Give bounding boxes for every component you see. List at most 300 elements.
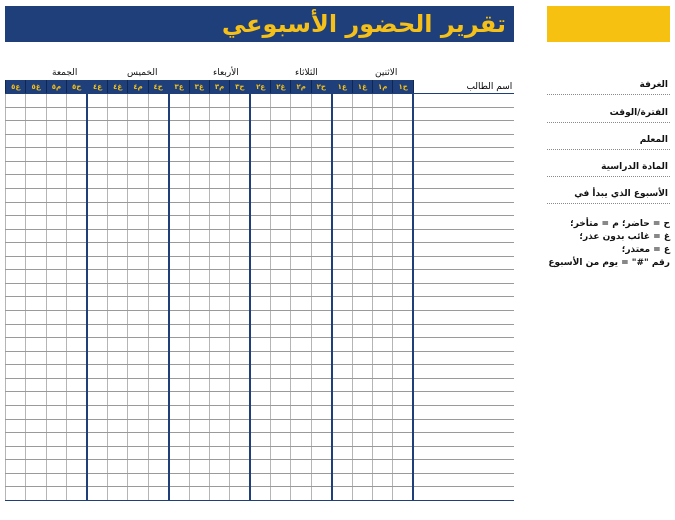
- attendance-cell[interactable]: [128, 270, 148, 284]
- attendance-cell[interactable]: [311, 107, 331, 121]
- attendance-cell[interactable]: [26, 283, 46, 297]
- attendance-cell[interactable]: [250, 229, 270, 243]
- attendance-cell[interactable]: [87, 311, 107, 325]
- attendance-cell[interactable]: [230, 405, 250, 419]
- attendance-cell[interactable]: [189, 216, 209, 230]
- attendance-cell[interactable]: [67, 283, 87, 297]
- attendance-cell[interactable]: [107, 216, 127, 230]
- attendance-cell[interactable]: [148, 229, 168, 243]
- attendance-cell[interactable]: [332, 351, 352, 365]
- attendance-cell[interactable]: [373, 433, 393, 447]
- attendance-cell[interactable]: [6, 175, 26, 189]
- attendance-cell[interactable]: [128, 283, 148, 297]
- attendance-cell[interactable]: [332, 283, 352, 297]
- attendance-cell[interactable]: [87, 134, 107, 148]
- attendance-cell[interactable]: [332, 202, 352, 216]
- attendance-cell[interactable]: [230, 433, 250, 447]
- attendance-cell[interactable]: [67, 446, 87, 460]
- attendance-cell[interactable]: [128, 216, 148, 230]
- attendance-cell[interactable]: [169, 351, 189, 365]
- attendance-cell[interactable]: [189, 419, 209, 433]
- attendance-cell[interactable]: [46, 338, 66, 352]
- attendance-cell[interactable]: [271, 134, 291, 148]
- attendance-cell[interactable]: [67, 324, 87, 338]
- attendance-cell[interactable]: [311, 229, 331, 243]
- attendance-cell[interactable]: [26, 161, 46, 175]
- attendance-cell[interactable]: [271, 270, 291, 284]
- attendance-cell[interactable]: [373, 270, 393, 284]
- attendance-cell[interactable]: [291, 121, 311, 135]
- attendance-cell[interactable]: [67, 433, 87, 447]
- attendance-cell[interactable]: [393, 473, 413, 487]
- attendance-cell[interactable]: [46, 243, 66, 257]
- attendance-cell[interactable]: [67, 107, 87, 121]
- attendance-cell[interactable]: [67, 392, 87, 406]
- attendance-cell[interactable]: [148, 419, 168, 433]
- attendance-cell[interactable]: [148, 487, 168, 501]
- attendance-cell[interactable]: [230, 256, 250, 270]
- attendance-cell[interactable]: [87, 365, 107, 379]
- attendance-cell[interactable]: [169, 405, 189, 419]
- attendance-cell[interactable]: [352, 487, 372, 501]
- attendance-cell[interactable]: [250, 378, 270, 392]
- attendance-cell[interactable]: [209, 338, 229, 352]
- attendance-cell[interactable]: [148, 446, 168, 460]
- attendance-cell[interactable]: [230, 202, 250, 216]
- attendance-cell[interactable]: [148, 405, 168, 419]
- attendance-cell[interactable]: [352, 433, 372, 447]
- attendance-cell[interactable]: [332, 446, 352, 460]
- attendance-cell[interactable]: [250, 134, 270, 148]
- attendance-cell[interactable]: [373, 175, 393, 189]
- attendance-cell[interactable]: [67, 365, 87, 379]
- attendance-cell[interactable]: [291, 161, 311, 175]
- attendance-cell[interactable]: [352, 216, 372, 230]
- attendance-cell[interactable]: [393, 378, 413, 392]
- attendance-cell[interactable]: [189, 243, 209, 257]
- attendance-cell[interactable]: [26, 121, 46, 135]
- attendance-cell[interactable]: [250, 433, 270, 447]
- attendance-cell[interactable]: [393, 94, 413, 108]
- attendance-cell[interactable]: [107, 297, 127, 311]
- attendance-cell[interactable]: [189, 270, 209, 284]
- attendance-cell[interactable]: [332, 365, 352, 379]
- attendance-cell[interactable]: [250, 419, 270, 433]
- attendance-cell[interactable]: [373, 256, 393, 270]
- attendance-cell[interactable]: [352, 175, 372, 189]
- attendance-cell[interactable]: [46, 148, 66, 162]
- student-name-cell[interactable]: [413, 94, 514, 108]
- student-name-cell[interactable]: [413, 175, 514, 189]
- attendance-cell[interactable]: [107, 256, 127, 270]
- attendance-cell[interactable]: [46, 202, 66, 216]
- attendance-cell[interactable]: [209, 270, 229, 284]
- attendance-cell[interactable]: [352, 243, 372, 257]
- student-name-cell[interactable]: [413, 283, 514, 297]
- attendance-cell[interactable]: [107, 283, 127, 297]
- attendance-cell[interactable]: [352, 283, 372, 297]
- attendance-cell[interactable]: [373, 94, 393, 108]
- attendance-cell[interactable]: [46, 487, 66, 501]
- student-name-cell[interactable]: [413, 148, 514, 162]
- attendance-cell[interactable]: [291, 297, 311, 311]
- attendance-cell[interactable]: [148, 94, 168, 108]
- attendance-cell[interactable]: [128, 202, 148, 216]
- attendance-cell[interactable]: [87, 283, 107, 297]
- attendance-cell[interactable]: [271, 392, 291, 406]
- attendance-cell[interactable]: [230, 473, 250, 487]
- attendance-cell[interactable]: [393, 324, 413, 338]
- attendance-cell[interactable]: [271, 107, 291, 121]
- attendance-cell[interactable]: [107, 202, 127, 216]
- attendance-cell[interactable]: [6, 351, 26, 365]
- attendance-cell[interactable]: [87, 121, 107, 135]
- attendance-cell[interactable]: [107, 351, 127, 365]
- student-name-cell[interactable]: [413, 121, 514, 135]
- attendance-cell[interactable]: [271, 460, 291, 474]
- attendance-cell[interactable]: [46, 311, 66, 325]
- attendance-cell[interactable]: [67, 229, 87, 243]
- attendance-cell[interactable]: [271, 324, 291, 338]
- attendance-cell[interactable]: [311, 175, 331, 189]
- attendance-cell[interactable]: [393, 270, 413, 284]
- attendance-cell[interactable]: [311, 134, 331, 148]
- attendance-cell[interactable]: [311, 121, 331, 135]
- attendance-cell[interactable]: [230, 243, 250, 257]
- attendance-cell[interactable]: [169, 134, 189, 148]
- attendance-cell[interactable]: [26, 405, 46, 419]
- attendance-cell[interactable]: [67, 134, 87, 148]
- attendance-cell[interactable]: [250, 405, 270, 419]
- attendance-cell[interactable]: [373, 419, 393, 433]
- attendance-cell[interactable]: [148, 460, 168, 474]
- attendance-cell[interactable]: [291, 392, 311, 406]
- attendance-cell[interactable]: [107, 433, 127, 447]
- attendance-cell[interactable]: [189, 148, 209, 162]
- attendance-cell[interactable]: [67, 216, 87, 230]
- attendance-cell[interactable]: [107, 121, 127, 135]
- attendance-cell[interactable]: [67, 297, 87, 311]
- attendance-cell[interactable]: [250, 324, 270, 338]
- attendance-cell[interactable]: [67, 378, 87, 392]
- attendance-cell[interactable]: [6, 229, 26, 243]
- student-name-cell[interactable]: [413, 188, 514, 202]
- attendance-cell[interactable]: [148, 202, 168, 216]
- attendance-cell[interactable]: [128, 94, 148, 108]
- attendance-cell[interactable]: [291, 311, 311, 325]
- attendance-cell[interactable]: [46, 229, 66, 243]
- attendance-cell[interactable]: [67, 148, 87, 162]
- student-name-cell[interactable]: [413, 351, 514, 365]
- attendance-cell[interactable]: [373, 446, 393, 460]
- attendance-cell[interactable]: [26, 270, 46, 284]
- attendance-cell[interactable]: [373, 148, 393, 162]
- attendance-cell[interactable]: [128, 405, 148, 419]
- attendance-cell[interactable]: [230, 460, 250, 474]
- attendance-cell[interactable]: [6, 365, 26, 379]
- attendance-cell[interactable]: [250, 107, 270, 121]
- student-name-cell[interactable]: [413, 270, 514, 284]
- attendance-cell[interactable]: [291, 487, 311, 501]
- attendance-cell[interactable]: [107, 311, 127, 325]
- attendance-cell[interactable]: [6, 243, 26, 257]
- attendance-cell[interactable]: [393, 175, 413, 189]
- attendance-cell[interactable]: [67, 202, 87, 216]
- attendance-cell[interactable]: [311, 433, 331, 447]
- attendance-cell[interactable]: [189, 94, 209, 108]
- attendance-cell[interactable]: [128, 297, 148, 311]
- attendance-cell[interactable]: [250, 365, 270, 379]
- attendance-cell[interactable]: [26, 378, 46, 392]
- attendance-cell[interactable]: [6, 216, 26, 230]
- attendance-cell[interactable]: [148, 134, 168, 148]
- attendance-cell[interactable]: [87, 188, 107, 202]
- attendance-cell[interactable]: [46, 324, 66, 338]
- attendance-cell[interactable]: [230, 351, 250, 365]
- attendance-cell[interactable]: [271, 473, 291, 487]
- attendance-cell[interactable]: [67, 338, 87, 352]
- attendance-cell[interactable]: [26, 243, 46, 257]
- attendance-cell[interactable]: [250, 283, 270, 297]
- attendance-cell[interactable]: [373, 202, 393, 216]
- attendance-cell[interactable]: [393, 161, 413, 175]
- attendance-cell[interactable]: [169, 324, 189, 338]
- attendance-cell[interactable]: [26, 487, 46, 501]
- attendance-cell[interactable]: [148, 473, 168, 487]
- attendance-cell[interactable]: [46, 297, 66, 311]
- attendance-cell[interactable]: [46, 419, 66, 433]
- attendance-cell[interactable]: [6, 460, 26, 474]
- attendance-cell[interactable]: [148, 338, 168, 352]
- attendance-cell[interactable]: [6, 378, 26, 392]
- attendance-cell[interactable]: [332, 324, 352, 338]
- attendance-cell[interactable]: [46, 175, 66, 189]
- attendance-cell[interactable]: [311, 311, 331, 325]
- attendance-cell[interactable]: [271, 487, 291, 501]
- student-name-cell[interactable]: [413, 473, 514, 487]
- attendance-cell[interactable]: [271, 433, 291, 447]
- attendance-cell[interactable]: [352, 297, 372, 311]
- attendance-cell[interactable]: [332, 148, 352, 162]
- attendance-cell[interactable]: [291, 405, 311, 419]
- student-name-cell[interactable]: [413, 378, 514, 392]
- attendance-cell[interactable]: [169, 419, 189, 433]
- attendance-cell[interactable]: [209, 460, 229, 474]
- attendance-cell[interactable]: [169, 148, 189, 162]
- attendance-cell[interactable]: [107, 270, 127, 284]
- attendance-cell[interactable]: [352, 161, 372, 175]
- attendance-cell[interactable]: [26, 148, 46, 162]
- attendance-cell[interactable]: [271, 202, 291, 216]
- attendance-cell[interactable]: [393, 148, 413, 162]
- attendance-cell[interactable]: [128, 243, 148, 257]
- student-name-cell[interactable]: [413, 202, 514, 216]
- attendance-cell[interactable]: [107, 365, 127, 379]
- attendance-cell[interactable]: [209, 433, 229, 447]
- attendance-cell[interactable]: [291, 134, 311, 148]
- attendance-cell[interactable]: [209, 283, 229, 297]
- attendance-cell[interactable]: [291, 460, 311, 474]
- attendance-cell[interactable]: [373, 107, 393, 121]
- attendance-cell[interactable]: [169, 188, 189, 202]
- attendance-cell[interactable]: [209, 487, 229, 501]
- attendance-cell[interactable]: [26, 473, 46, 487]
- attendance-cell[interactable]: [26, 419, 46, 433]
- attendance-cell[interactable]: [128, 324, 148, 338]
- attendance-cell[interactable]: [393, 202, 413, 216]
- attendance-cell[interactable]: [209, 94, 229, 108]
- attendance-cell[interactable]: [169, 446, 189, 460]
- attendance-cell[interactable]: [332, 107, 352, 121]
- attendance-cell[interactable]: [46, 270, 66, 284]
- attendance-cell[interactable]: [271, 148, 291, 162]
- attendance-cell[interactable]: [107, 161, 127, 175]
- attendance-cell[interactable]: [352, 94, 372, 108]
- attendance-cell[interactable]: [148, 297, 168, 311]
- attendance-cell[interactable]: [148, 433, 168, 447]
- attendance-cell[interactable]: [169, 392, 189, 406]
- attendance-cell[interactable]: [230, 270, 250, 284]
- attendance-cell[interactable]: [67, 351, 87, 365]
- attendance-cell[interactable]: [230, 446, 250, 460]
- attendance-cell[interactable]: [148, 351, 168, 365]
- attendance-cell[interactable]: [230, 107, 250, 121]
- attendance-cell[interactable]: [148, 311, 168, 325]
- attendance-cell[interactable]: [189, 297, 209, 311]
- attendance-cell[interactable]: [189, 433, 209, 447]
- attendance-cell[interactable]: [250, 121, 270, 135]
- attendance-cell[interactable]: [271, 94, 291, 108]
- attendance-cell[interactable]: [271, 283, 291, 297]
- attendance-cell[interactable]: [352, 121, 372, 135]
- attendance-cell[interactable]: [250, 460, 270, 474]
- attendance-cell[interactable]: [332, 460, 352, 474]
- attendance-cell[interactable]: [67, 473, 87, 487]
- attendance-cell[interactable]: [291, 446, 311, 460]
- attendance-cell[interactable]: [352, 324, 372, 338]
- attendance-cell[interactable]: [352, 446, 372, 460]
- attendance-cell[interactable]: [87, 351, 107, 365]
- attendance-cell[interactable]: [128, 148, 148, 162]
- attendance-cell[interactable]: [209, 297, 229, 311]
- attendance-cell[interactable]: [87, 433, 107, 447]
- attendance-cell[interactable]: [311, 392, 331, 406]
- attendance-cell[interactable]: [26, 311, 46, 325]
- attendance-cell[interactable]: [373, 365, 393, 379]
- attendance-cell[interactable]: [169, 270, 189, 284]
- attendance-cell[interactable]: [373, 161, 393, 175]
- attendance-cell[interactable]: [373, 297, 393, 311]
- attendance-cell[interactable]: [148, 365, 168, 379]
- attendance-cell[interactable]: [148, 243, 168, 257]
- attendance-cell[interactable]: [26, 324, 46, 338]
- attendance-cell[interactable]: [67, 188, 87, 202]
- attendance-cell[interactable]: [291, 229, 311, 243]
- attendance-cell[interactable]: [250, 270, 270, 284]
- attendance-cell[interactable]: [169, 378, 189, 392]
- attendance-cell[interactable]: [189, 175, 209, 189]
- attendance-cell[interactable]: [107, 460, 127, 474]
- attendance-cell[interactable]: [67, 256, 87, 270]
- attendance-cell[interactable]: [393, 392, 413, 406]
- attendance-cell[interactable]: [332, 243, 352, 257]
- attendance-cell[interactable]: [6, 405, 26, 419]
- attendance-cell[interactable]: [271, 351, 291, 365]
- attendance-cell[interactable]: [250, 161, 270, 175]
- attendance-cell[interactable]: [46, 216, 66, 230]
- attendance-cell[interactable]: [87, 460, 107, 474]
- attendance-cell[interactable]: [250, 446, 270, 460]
- attendance-cell[interactable]: [87, 94, 107, 108]
- attendance-cell[interactable]: [291, 351, 311, 365]
- attendance-cell[interactable]: [6, 433, 26, 447]
- attendance-cell[interactable]: [352, 392, 372, 406]
- attendance-cell[interactable]: [26, 134, 46, 148]
- attendance-cell[interactable]: [311, 283, 331, 297]
- attendance-cell[interactable]: [230, 297, 250, 311]
- attendance-cell[interactable]: [250, 216, 270, 230]
- attendance-cell[interactable]: [393, 433, 413, 447]
- attendance-cell[interactable]: [46, 378, 66, 392]
- attendance-cell[interactable]: [373, 405, 393, 419]
- attendance-cell[interactable]: [209, 473, 229, 487]
- attendance-cell[interactable]: [209, 161, 229, 175]
- attendance-cell[interactable]: [230, 161, 250, 175]
- attendance-cell[interactable]: [373, 460, 393, 474]
- attendance-cell[interactable]: [169, 256, 189, 270]
- attendance-cell[interactable]: [26, 175, 46, 189]
- attendance-cell[interactable]: [291, 188, 311, 202]
- attendance-cell[interactable]: [169, 161, 189, 175]
- attendance-cell[interactable]: [26, 351, 46, 365]
- attendance-cell[interactable]: [209, 202, 229, 216]
- attendance-cell[interactable]: [148, 324, 168, 338]
- attendance-cell[interactable]: [148, 121, 168, 135]
- attendance-cell[interactable]: [332, 378, 352, 392]
- attendance-cell[interactable]: [148, 216, 168, 230]
- attendance-cell[interactable]: [87, 148, 107, 162]
- attendance-cell[interactable]: [26, 433, 46, 447]
- attendance-cell[interactable]: [230, 283, 250, 297]
- attendance-cell[interactable]: [230, 121, 250, 135]
- attendance-cell[interactable]: [6, 324, 26, 338]
- attendance-cell[interactable]: [148, 107, 168, 121]
- attendance-cell[interactable]: [169, 175, 189, 189]
- attendance-cell[interactable]: [107, 243, 127, 257]
- attendance-cell[interactable]: [332, 121, 352, 135]
- attendance-cell[interactable]: [107, 229, 127, 243]
- attendance-cell[interactable]: [291, 365, 311, 379]
- attendance-cell[interactable]: [189, 487, 209, 501]
- attendance-cell[interactable]: [271, 297, 291, 311]
- attendance-cell[interactable]: [209, 188, 229, 202]
- attendance-cell[interactable]: [393, 351, 413, 365]
- attendance-cell[interactable]: [67, 94, 87, 108]
- attendance-cell[interactable]: [311, 148, 331, 162]
- attendance-cell[interactable]: [373, 134, 393, 148]
- attendance-cell[interactable]: [352, 256, 372, 270]
- attendance-cell[interactable]: [352, 148, 372, 162]
- attendance-cell[interactable]: [393, 446, 413, 460]
- attendance-cell[interactable]: [352, 229, 372, 243]
- attendance-cell[interactable]: [209, 351, 229, 365]
- attendance-cell[interactable]: [291, 107, 311, 121]
- attendance-cell[interactable]: [352, 338, 372, 352]
- attendance-cell[interactable]: [393, 229, 413, 243]
- attendance-cell[interactable]: [352, 202, 372, 216]
- attendance-cell[interactable]: [148, 188, 168, 202]
- attendance-cell[interactable]: [67, 460, 87, 474]
